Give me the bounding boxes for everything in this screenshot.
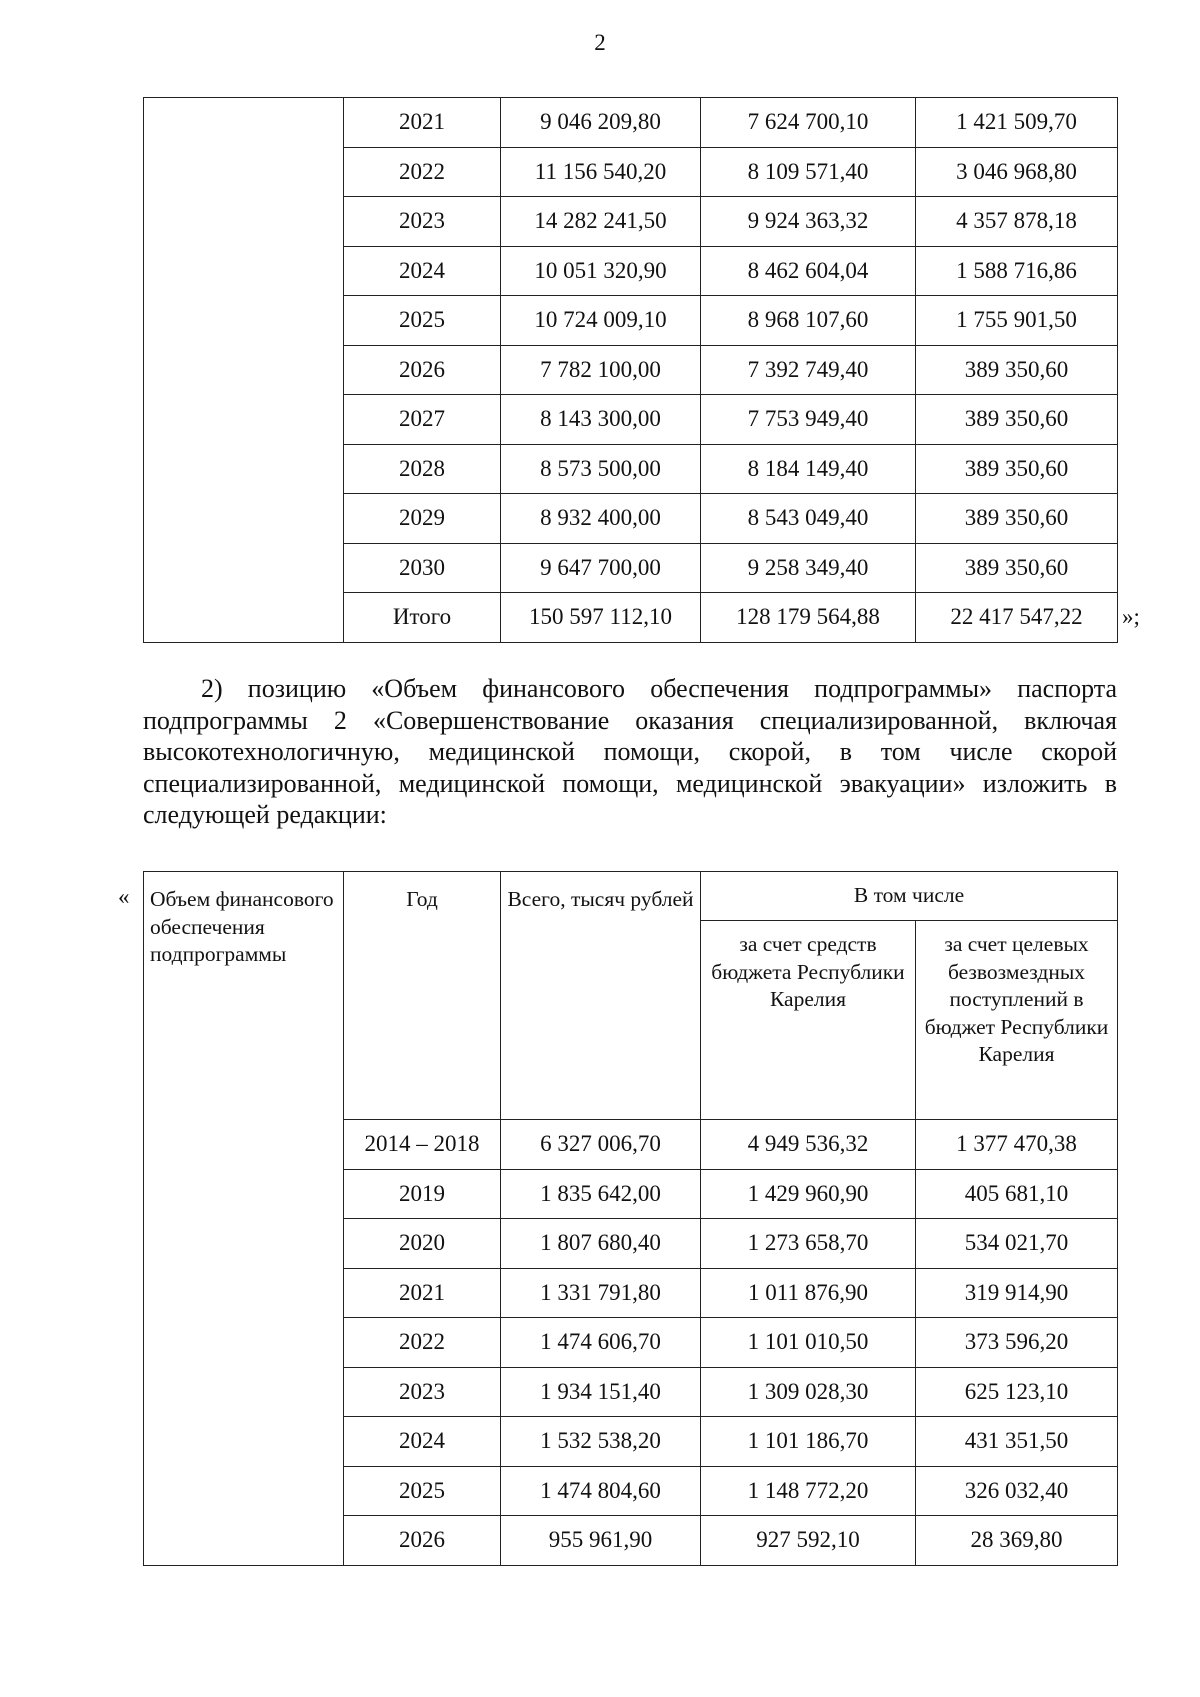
cell-year: 2029	[344, 494, 501, 544]
cell-budget: 1 011 876,90	[701, 1268, 916, 1318]
cell-year: 2023	[344, 197, 501, 247]
cell-total: 7 782 100,00	[501, 345, 701, 395]
table-header-row	[144, 872, 1118, 921]
cell-year: 2021	[344, 1268, 501, 1318]
cell-budget: 7 624 700,10	[701, 98, 916, 148]
cell-targeted: 389 350,60	[916, 444, 1118, 494]
cell-budget: 7 392 749,40	[701, 345, 916, 395]
cell-total: 1 835 642,00	[501, 1169, 701, 1219]
cell-targeted: 389 350,60	[916, 395, 1118, 445]
header-total: Всего, тысяч рублей	[501, 872, 701, 1120]
cell-budget: 8 968 107,60	[701, 296, 916, 346]
cell-year: 2022	[344, 1318, 501, 1368]
cell-year: 2022	[344, 147, 501, 197]
header-republic-budget: за счет средств бюджета Республики Карелия	[701, 921, 916, 1120]
cell-total: 955 961,90	[501, 1516, 701, 1566]
cell-budget: 1 148 772,20	[701, 1466, 916, 1516]
cell-total: 8 143 300,00	[501, 395, 701, 445]
header-financing-volume: Объем финансового обеспечения подпрограммы	[144, 872, 344, 1566]
cell-budget: 9 258 349,40	[701, 543, 916, 593]
cell-targeted: 405 681,10	[916, 1169, 1118, 1219]
cell-budget: 4 949 536,32	[701, 1120, 916, 1170]
cell-targeted: 22 417 547,22	[916, 593, 1118, 643]
cell-year: 2014 – 2018	[344, 1120, 501, 1170]
cell-targeted: 1 377 470,38	[916, 1120, 1118, 1170]
amendment-text: 2) позицию «Объем финансового обеспечения подпрограммы» паспорта подпрограммы 2 «Совершенствование оказания специализированной, включая высокотехнологичную, медицинской помощи, скорой, в том числе скорой специализированной, медицинской помощи, медицинской эвакуации» изложить в следующей редакции:	[143, 674, 1117, 829]
cell-total: 9 647 700,00	[501, 543, 701, 593]
cell-budget: 8 543 049,40	[701, 494, 916, 544]
cell-budget: 8 462 604,04	[701, 246, 916, 296]
header-including: В том числе	[701, 872, 1118, 921]
cell-budget: 128 179 564,88	[701, 593, 916, 643]
cell-budget: 8 184 149,40	[701, 444, 916, 494]
cell-total: 10 051 320,90	[501, 246, 701, 296]
financing-table-subprogram-2	[143, 871, 1118, 1566]
cell-budget: 8 109 571,40	[701, 147, 916, 197]
cell-total: 8 932 400,00	[501, 494, 701, 544]
cell-targeted: 4 357 878,18	[916, 197, 1118, 247]
table-row	[144, 98, 1118, 148]
cell-total: 11 156 540,20	[501, 147, 701, 197]
opening-quote: «	[118, 884, 130, 909]
cell-year: 2027	[344, 395, 501, 445]
cell-total: 9 046 209,80	[501, 98, 701, 148]
cell-year: 2030	[344, 543, 501, 593]
cell-total: 8 573 500,00	[501, 444, 701, 494]
cell-year: 2024	[344, 1417, 501, 1467]
cell-targeted: 534 021,70	[916, 1219, 1118, 1269]
cell-year: 2028	[344, 444, 501, 494]
cell-budget: 1 101 010,50	[701, 1318, 916, 1368]
cell-budget: 927 592,10	[701, 1516, 916, 1566]
cell-year: 2021	[344, 98, 501, 148]
cell-targeted: 326 032,40	[916, 1466, 1118, 1516]
cell-year: Итого	[344, 593, 501, 643]
cell-targeted: 389 350,60	[916, 494, 1118, 544]
cell-targeted: 28 369,80	[916, 1516, 1118, 1566]
financing-table-continued	[143, 97, 1118, 643]
page-number: 2	[594, 30, 606, 55]
cell-total: 6 327 006,70	[501, 1120, 701, 1170]
cell-year: 2026	[344, 1516, 501, 1566]
cell-year: 2023	[344, 1367, 501, 1417]
closing-quote: »;	[1122, 604, 1140, 629]
cell-budget: 1 101 186,70	[701, 1417, 916, 1467]
cell-year: 2025	[344, 1466, 501, 1516]
cell-budget: 9 924 363,32	[701, 197, 916, 247]
cell-year: 2026	[344, 345, 501, 395]
cell-total: 1 331 791,80	[501, 1268, 701, 1318]
cell-total: 1 807 680,40	[501, 1219, 701, 1269]
cell-budget: 1 273 658,70	[701, 1219, 916, 1269]
cell-total: 1 532 538,20	[501, 1417, 701, 1467]
cell-targeted: 3 046 968,80	[916, 147, 1118, 197]
cell-year: 2019	[344, 1169, 501, 1219]
cell-budget: 7 753 949,40	[701, 395, 916, 445]
amendment-paragraph	[143, 673, 1117, 831]
cell-targeted: 1 755 901,50	[916, 296, 1118, 346]
cell-targeted: 625 123,10	[916, 1367, 1118, 1417]
cell-total: 14 282 241,50	[501, 197, 701, 247]
cell-targeted: 389 350,60	[916, 543, 1118, 593]
merged-label-cell	[144, 98, 344, 643]
cell-year: 2025	[344, 296, 501, 346]
cell-targeted: 389 350,60	[916, 345, 1118, 395]
header-targeted-receipts: за счет целевых безвозмездных поступлений в бюджет Республики Карелия	[916, 921, 1118, 1120]
cell-total: 150 597 112,10	[501, 593, 701, 643]
cell-budget: 1 309 028,30	[701, 1367, 916, 1417]
cell-year: 2020	[344, 1219, 501, 1269]
cell-targeted: 373 596,20	[916, 1318, 1118, 1368]
cell-budget: 1 429 960,90	[701, 1169, 916, 1219]
cell-total: 1 474 804,60	[501, 1466, 701, 1516]
header-year: Год	[344, 872, 501, 1120]
cell-total: 10 724 009,10	[501, 296, 701, 346]
cell-total: 1 474 606,70	[501, 1318, 701, 1368]
cell-year: 2024	[344, 246, 501, 296]
cell-total: 1 934 151,40	[501, 1367, 701, 1417]
cell-targeted: 1 421 509,70	[916, 98, 1118, 148]
cell-targeted: 431 351,50	[916, 1417, 1118, 1467]
cell-targeted: 1 588 716,86	[916, 246, 1118, 296]
cell-targeted: 319 914,90	[916, 1268, 1118, 1318]
